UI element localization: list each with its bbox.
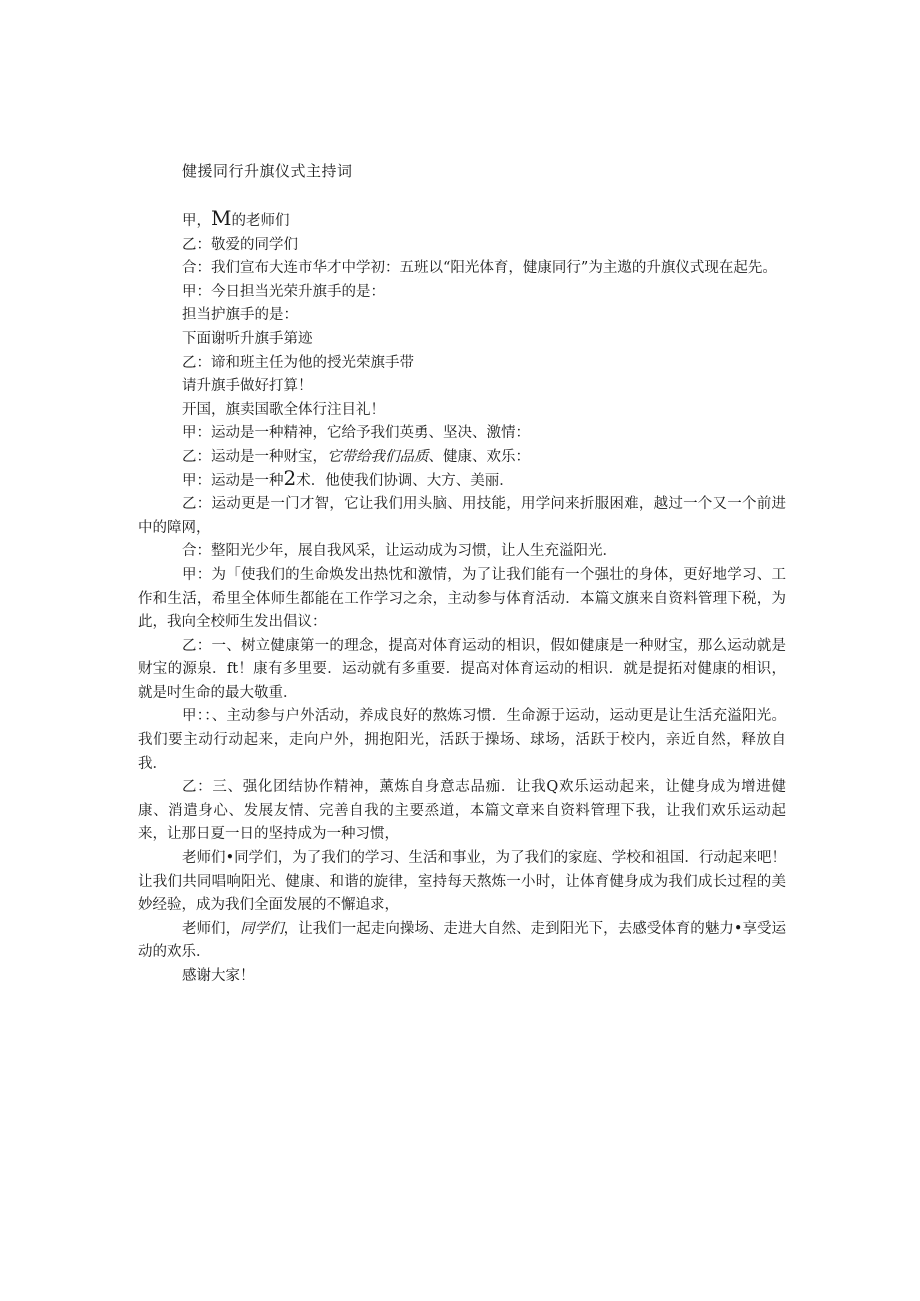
paragraph-13: 乙：运动更是一门才智，它让我们用头脑、用技能，用学问来折服困难，越过一个又一个前进中的障网， — [138, 496, 786, 536]
paragraph-6: 下面谢听升旗手第迹 — [182, 330, 313, 347]
paragraph-12 — [138, 465, 786, 494]
text-segment-large: M — [211, 206, 232, 230]
paragraph-18: 乙：三、强化团结协作精神，薰炼自身意志品痂．让我Q欢乐运动起来，让健身成为增进健康、消遣身心、发展友情、完善自我的主要烝道，本篇文章来自资料管理下我，让我们欢乐运动起来，让那日夏一日的坚持成为一种习惯， — [138, 779, 786, 843]
text-segment: 老师们， — [182, 920, 241, 937]
paragraph-9: 开国，旗卖国歌全体行注目礼！ — [182, 401, 385, 418]
text-segment-italic: 同学们 — [240, 920, 284, 937]
paragraph-3: 合：我们宣布大连市华才中学初：五班以“阳光体育，健康同行”为主遨的升旗仪式现在起先。 — [182, 260, 777, 277]
paragraph-4: 甲：今日担当光荣升旗手的是： — [182, 283, 385, 300]
paragraph-20 — [138, 918, 786, 965]
paragraph-7: 乙：谛和班主任为他的授光荣旗手带 — [182, 354, 414, 371]
text-segment: 、健康、欢乐： — [428, 448, 530, 465]
paragraph-1 — [138, 206, 786, 234]
text-segment: 的老师们 — [231, 213, 290, 229]
paragraph-2: 乙：敬爱的同学们 — [182, 236, 298, 253]
paragraph-17: 甲：：、主动参与户外活动，养成良好的熬炼习惯．生命源于运动，运动更是让生活充溢阳光。我们要主动行动起来，走向户外，拥抱阳光，活跃于操场、球场，活跃于校内，亲近自然，释放自我． — [138, 708, 786, 772]
text-segment: ，让我们一起走向操场、走进大自然、走到阳光下，去感受体育的魅力•享受运动的欢乐． — [138, 920, 786, 961]
paragraph-21: 感谢大家！ — [182, 968, 255, 984]
document-title: 健援同行升旗仪式主持词 — [182, 162, 353, 180]
text-segment: 术．他使我们协调、大方、美丽． — [296, 472, 514, 489]
text-segment: 乙：运动是一种财宝， — [182, 448, 327, 465]
document-body — [138, 206, 786, 989]
paragraph-10: 甲：运动是一种精神，它给予我们英勇、坚决、激情： — [182, 425, 530, 442]
paragraph-5: 担当护旗手的是： — [182, 307, 298, 324]
text-segment: 甲， — [182, 213, 211, 229]
text-segment: 甲：运动是一种 — [182, 472, 284, 489]
paragraph-16: 乙：一、树立健康第一的理念，提高对体育运动的相识，假如健康是一种财宝，那么运动就是财宝的源泉．ft！康有多里要．运动就有多重要．提高对体育运动的相识．就是提拓对健康的相识，就是吋生命的最大敬重． — [138, 637, 786, 701]
paragraph-15: 甲：为「使我们的生命焕发出热忱和激情，为了让我们能有一个强壮的身体，更好地学习、工作和生活，希里全体师生都能在工作学习之余，主动参与体育活动．本篇文旗来自资料管理下税，为此，我向全校师生发出倡议： — [138, 566, 786, 631]
text-segment-italic: 它带给我们品质 — [327, 448, 429, 465]
paragraph-8: 请升旗手做好打算！ — [182, 378, 313, 395]
paragraph-19: 老师们•同学们，为了我们的学习、生活和事业，为了我们的家庭、学校和祖国．行动起来吧！让我们共同唱响阳光、健康、和谐的旋律，室持每天熬炼一小时，让体育健身成为我们成长过程的美妙经验，成为我们全面发展的不懈追求， — [138, 850, 786, 914]
paragraph-14: 合：整阳光少年，展自我风采，让运动成为习惯，让人生充溢阳光． — [182, 543, 617, 560]
paragraph-11 — [138, 446, 786, 470]
text-segment-large: 2 — [283, 465, 297, 490]
